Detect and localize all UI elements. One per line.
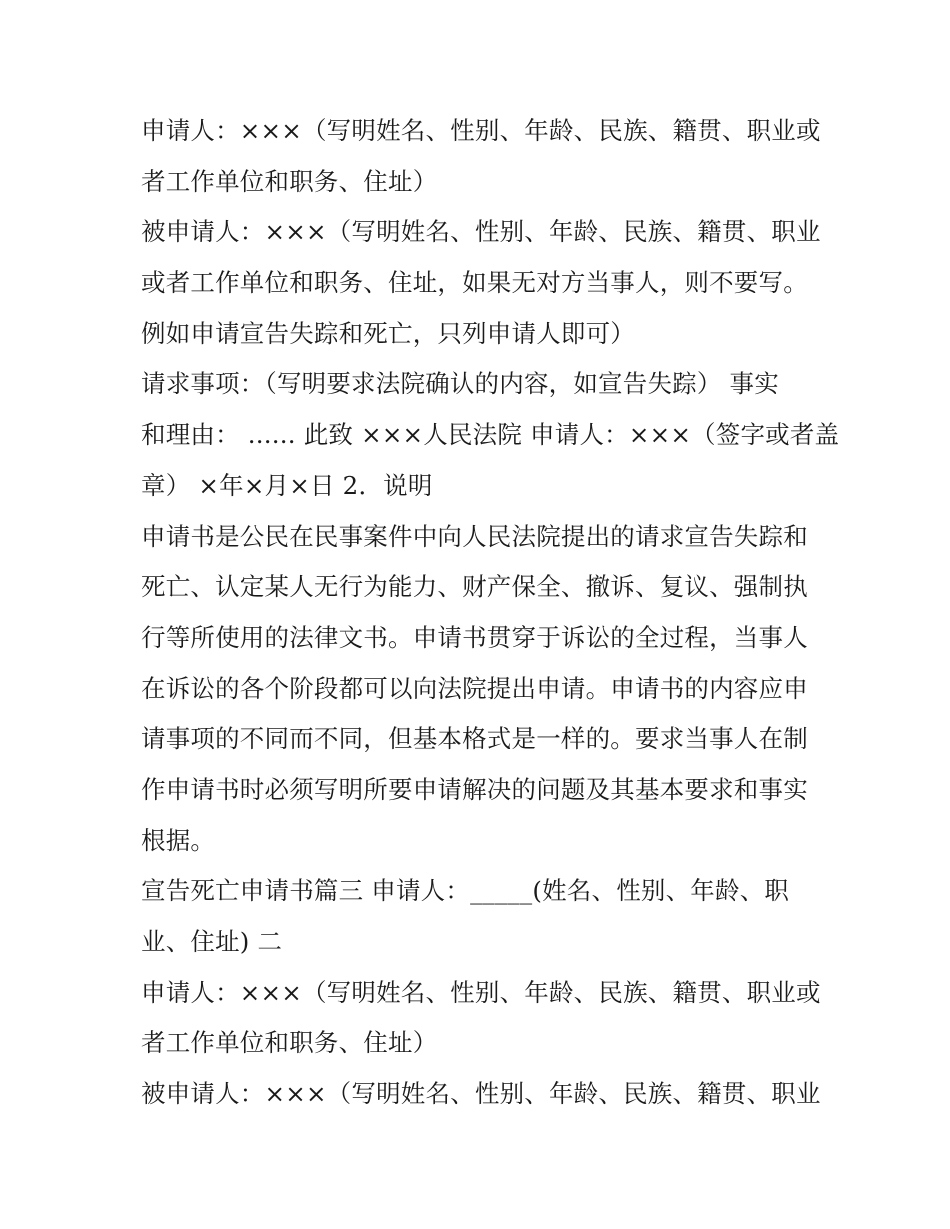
text-line: 请事项的不同而不同，但基本格式是一样的。要求当事人在制 — [141, 724, 808, 754]
text-line: 请求事项：（写明要求法院确认的内容，如宣告失踪） 事实 — [141, 369, 779, 399]
text-line: 申请书是公民在民事案件中向人民法院提出的请求宣告失踪和 — [141, 521, 808, 551]
text-line: 或者工作单位和职务、住址，如果无对方当事人，则不要写。 — [141, 268, 808, 298]
text-line: 根据。 — [141, 825, 216, 855]
text-line: 例如申请宣告失踪和死亡，只列申请人即可） — [141, 318, 635, 348]
text-line: 和理由： ...... 此致 ×××人民法院 申请人：×××（签字或者盖 — [141, 420, 840, 450]
text-line: 者工作单位和职务、住址） — [141, 166, 438, 196]
text-line: 宣告死亡申请书篇三 申请人：_____(姓名、性别、年龄、职 — [141, 876, 790, 906]
text-line: 作申请书时必须写明所要申请解决的问题及其基本要求和事实 — [141, 774, 808, 804]
text-line: 被申请人：×××（写明姓名、性别、年龄、民族、籍贯、职业 — [141, 217, 821, 247]
text-line: 在诉讼的各个阶段都可以向法院提出申请。申请书的内容应申 — [141, 673, 808, 703]
text-line: 行等所使用的法律文书。申请书贯穿于诉讼的全过程，当事人 — [141, 622, 808, 652]
text-line: 被申请人：×××（写明姓名、性别、年龄、民族、籍贯、职业 — [141, 1079, 821, 1109]
text-line: 业、住址) 二 — [141, 927, 283, 956]
text-line: 申请人：×××（写明姓名、性别、年龄、民族、籍贯、职业或 — [141, 116, 821, 145]
text-line: 申请人：×××（写明姓名、性别、年龄、民族、籍贯、职业或 — [141, 977, 821, 1007]
document-body — [141, 106, 840, 1120]
text-line: 者工作单位和职务、住址） — [141, 1028, 438, 1058]
text-line: 章） ×年×月×日 2．说明 — [141, 470, 433, 500]
text-line: 死亡、认定某人无行为能力、财产保全、撤诉、复议、强制执 — [141, 572, 808, 602]
